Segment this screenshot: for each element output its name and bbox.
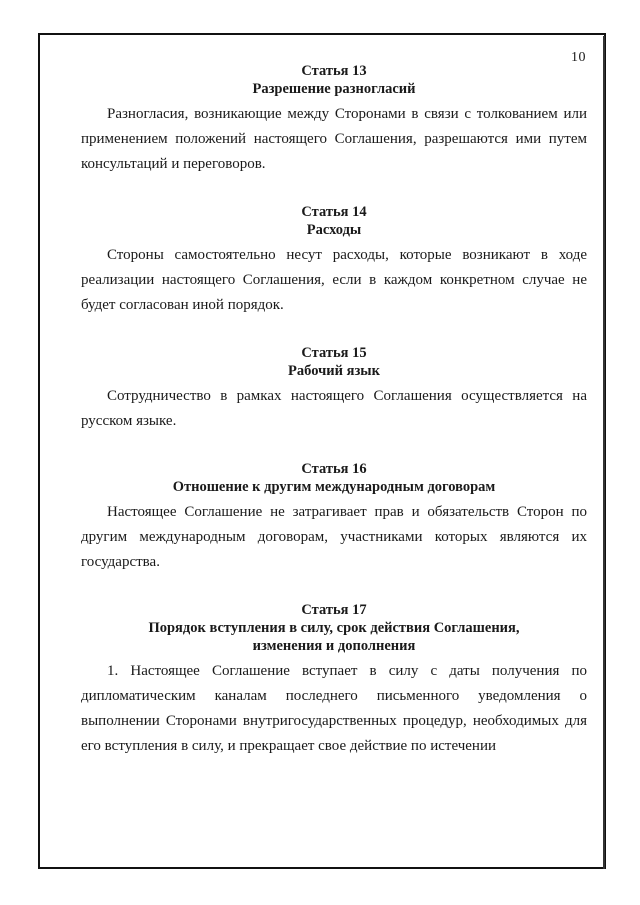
article-17 bbox=[81, 601, 587, 759]
article-body: Разногласия, возникающие между Сторонами в связи с толкованием или применением положений настоящего Соглашения, разрешаются ими путем консультаций и переговоров. bbox=[81, 106, 587, 172]
article-title-line-2: изменения и дополнения bbox=[252, 638, 416, 654]
article-body: Настоящее Соглашение не затрагивает прав и обязательств Сторон по другим международным договорам, участниками которых являются их государства. bbox=[81, 504, 587, 570]
page-border-shadow bbox=[603, 36, 605, 869]
article-number: Статья 16 bbox=[301, 461, 367, 477]
article-body: 1. Настоящее Соглашение вступает в силу с даты получения по дипломатическим каналам последнего письменного уведомления о выполнении Сторонами внутригосударственных процедур, необходимых для его вступления в силу, и прекращает свое действие по истечении bbox=[81, 663, 587, 754]
article-title: Разрешение разногласий bbox=[252, 81, 416, 97]
article-title: Рабочий язык bbox=[288, 363, 380, 379]
article-title: Отношение к другим международным договорам bbox=[172, 479, 496, 495]
article-15 bbox=[81, 344, 587, 434]
article-title: Порядок вступления в силу, срок действия Соглашения, bbox=[148, 620, 520, 636]
spacer bbox=[81, 434, 587, 460]
spacer bbox=[81, 177, 587, 203]
article-16 bbox=[81, 460, 587, 575]
document-content bbox=[81, 62, 587, 759]
page-number: 10 bbox=[571, 50, 586, 65]
article-number: Статья 15 bbox=[301, 345, 367, 361]
article-number: Статья 14 bbox=[301, 204, 367, 220]
article-14 bbox=[81, 203, 587, 318]
spacer bbox=[81, 318, 587, 344]
article-body: Сотрудничество в рамках настоящего Соглашения осуществляется на русском языке. bbox=[81, 388, 587, 429]
article-body: Стороны самостоятельно несут расходы, которые возникают в ходе реализации настоящего Соглашения, если в каждом конкретном случае не будет согласован иной порядок. bbox=[81, 247, 587, 313]
article-number: Статья 13 bbox=[301, 63, 367, 79]
article-number: Статья 17 bbox=[301, 602, 367, 618]
article-title: Расходы bbox=[306, 222, 362, 238]
spacer bbox=[81, 575, 587, 601]
article-13 bbox=[81, 62, 587, 177]
